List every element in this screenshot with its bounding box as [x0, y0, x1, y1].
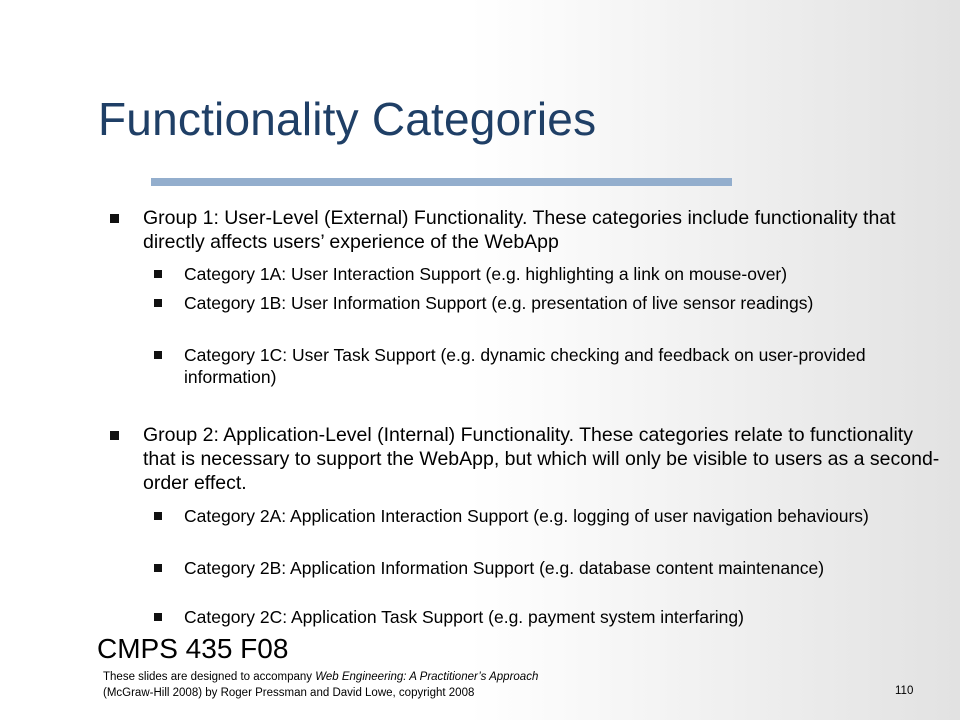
category-2b-bullet	[184, 557, 944, 579]
category-2a-bullet	[184, 505, 944, 527]
group-2-text: Group 2: Application-Level (Internal) Functionality. These categories relate to functionality that is necessary to support the WebApp, but which will only be visible to users as a second-order effect.	[143, 424, 940, 494]
slide-number: 110	[895, 685, 914, 697]
category-1a-text: Category 1A: User Interaction Support (e.g. highlighting a link on mouse-over)	[184, 264, 788, 284]
square-bullet-icon	[154, 564, 162, 572]
course-code: CMPS 435 F08	[97, 633, 289, 664]
square-bullet-icon	[154, 299, 162, 307]
category-1b-bullet	[184, 292, 944, 314]
credit-line-2: (McGraw-Hill 2008) by Roger Pressman and David Lowe, copyright 2008	[103, 687, 475, 699]
category-1a-bullet	[184, 263, 944, 285]
square-bullet-icon	[154, 613, 162, 621]
category-1c-bullet	[184, 344, 944, 388]
category-2a-text: Category 2A: Application Interaction Support (e.g. logging of user navigation behaviours)	[184, 506, 869, 526]
credit-book-title: Web Engineering: A Practitioner’s Approach	[315, 671, 539, 683]
slide-title: Functionality Categories	[98, 93, 597, 145]
category-1c-text: Category 1C: User Task Support (e.g. dynamic checking and feedback on user-provided information)	[184, 345, 866, 387]
category-2c-bullet	[184, 606, 944, 628]
square-bullet-icon	[154, 512, 162, 520]
square-bullet-icon	[110, 214, 119, 223]
group-1-text: Group 1: User-Level (External) Functionality. These categories include functionality that directly affects users’ experience of the WebApp	[143, 207, 896, 253]
square-bullet-icon	[154, 351, 162, 359]
credit-prefix: These slides are designed to accompany	[103, 671, 316, 683]
group-2-bullet	[143, 423, 943, 495]
category-2b-text: Category 2B: Application Information Support (e.g. database content maintenance)	[184, 558, 825, 578]
group-1-bullet	[143, 206, 943, 254]
footer-credit	[103, 669, 538, 701]
category-1b-text: Category 1B: User Information Support (e.g. presentation of live sensor readings)	[184, 293, 814, 313]
square-bullet-icon	[110, 431, 119, 440]
category-2c-text: Category 2C: Application Task Support (e.g. payment system interfaring)	[184, 607, 744, 627]
square-bullet-icon	[154, 270, 162, 278]
